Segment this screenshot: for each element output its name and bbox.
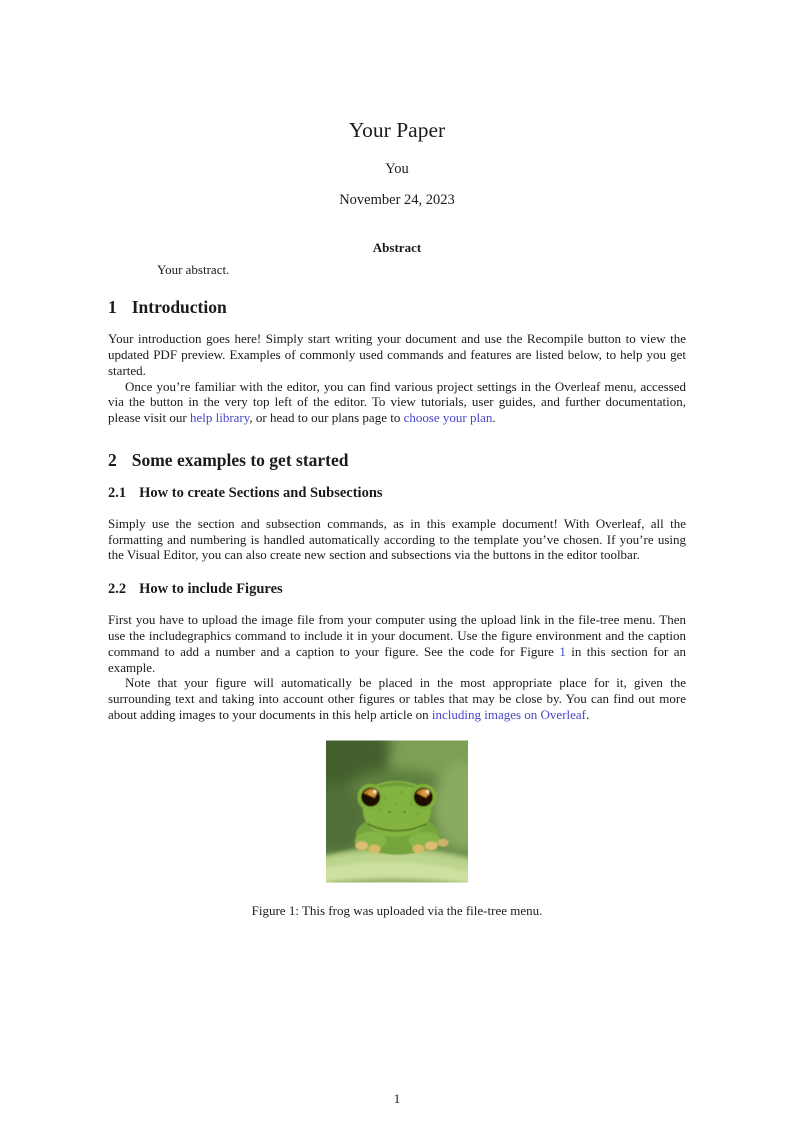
section-2-title: Some examples to get started xyxy=(131,449,349,470)
section-2-1-title: How to create Sections and Subsections xyxy=(139,484,383,501)
help-library-link[interactable]: help library xyxy=(189,410,250,426)
section-1-heading xyxy=(108,297,686,317)
intro-paragraph-2 xyxy=(108,379,686,426)
sec22-paragraph-2 xyxy=(108,675,686,722)
abstract-text: Your abstract. xyxy=(157,261,230,277)
sec22-p2-text-b: . xyxy=(586,707,590,722)
section-2-2-number: 2.2 xyxy=(108,581,127,598)
paper-date: November 24, 2023 xyxy=(339,191,455,208)
sec21-paragraph-1: Simply use the section and subsection commands, as in this example document! With Overleaf, all the formatting and numbering is handled automatically according to the template you’ve chosen. If you’re using the Visual Editor, you can also create new section and subsections via the buttons in the editor toolbar. xyxy=(108,515,686,563)
sec22-p1-text-b: in this section for an example. xyxy=(108,643,687,675)
intro-p2-text-c: . xyxy=(492,410,496,426)
including-images-link[interactable]: including images on Overleaf xyxy=(431,707,587,722)
paper-author: You xyxy=(385,160,409,177)
page-number: 1 xyxy=(393,1091,401,1106)
section-2-2-title: How to include Figures xyxy=(139,581,283,598)
section-2-1-heading xyxy=(108,485,686,502)
section-2-heading xyxy=(108,450,686,470)
sec22-paragraph-1 xyxy=(108,612,686,675)
sec22-p2-text-a: Note that your figure will automatically be placed in the most appropriate place for it, given the surrounding text and taking into account other figures or tables that may be close by. You can find out more about adding images to your documents in this help article on xyxy=(108,675,686,722)
pdf-page xyxy=(0,118,794,1146)
sec22-p1-text-a: First you have to upload the image file from your computer using the upload link in the file-tree menu. Then use the includegraphics command to include it in your document. Use the figure environment and the caption command to add a number and a caption to your figure. See the code for Figure xyxy=(108,612,686,659)
section-1-title: Introduction xyxy=(131,296,227,317)
intro-p2-text-b: , or head to our plans page to xyxy=(249,410,404,426)
section-2-number: 2 xyxy=(108,449,117,470)
abstract-heading: Abstract xyxy=(372,239,422,255)
paper-content xyxy=(108,118,686,919)
intro-p2-text-a: Once you’re familiar with the editor, you can find various project settings in the Overleaf menu, accessed via the button in the very top left of the editor. To view tutorials, user guides, and further documentation, please visit our xyxy=(108,378,686,426)
section-1-number: 1 xyxy=(108,296,117,317)
figure-1-caption: Figure 1: This frog was uploaded via the file-tree menu. xyxy=(251,902,543,918)
paper-title: Your Paper xyxy=(348,118,446,142)
figure-1 xyxy=(108,740,686,919)
choose-your-plan-link[interactable]: choose your plan xyxy=(403,410,493,426)
section-2-2-heading xyxy=(108,581,686,598)
frog-photo-image xyxy=(326,740,468,883)
intro-paragraph-1: Your introduction goes here! Simply start writing your document and use the Recompile button to view the updated PDF preview. Examples of commonly used commands and features are listed below, to help you get started. xyxy=(108,331,686,378)
figure-1-reference-link[interactable]: 1 xyxy=(559,643,566,659)
section-2-1-number: 2.1 xyxy=(108,484,127,501)
